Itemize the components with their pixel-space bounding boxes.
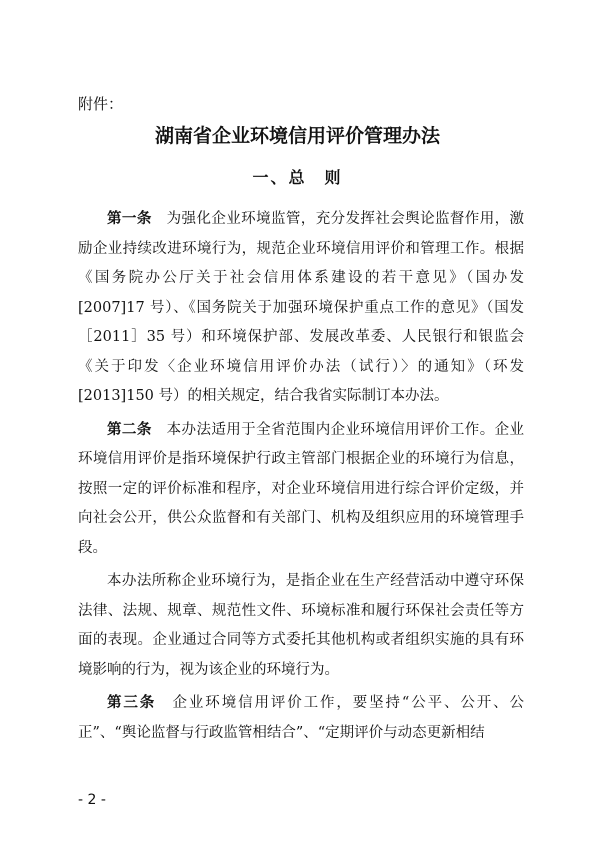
paragraph-article-1 [78,205,524,412]
article-label: 第三条 [107,695,157,711]
document-body [78,205,524,748]
section-heading: 一、总 则 [252,168,343,187]
paragraph-article-3 [78,689,524,748]
paragraph-article-2 [78,416,524,564]
paragraph-behavior-definition [78,567,524,685]
page-number: - 2 - [78,792,106,808]
article-label: 第一条 [107,211,152,227]
article-label: 第二条 [107,421,152,438]
paragraph-text: 为强化企业环境监管，充分发挥社会舆论监督作用，激励企业持续改进环境行为，规范企业环境信用评价和管理工作。根据《国务院办公厅关于社会信用体系建设的若干意见》（国办发[2007]17 号）、《国务院关于加强环境保护重点工作的意见》（国发［2011］35 号）和环境保护部、发展改革委、人民银行和银监会《关于印发〈企业环境信用评价办法（试行）〉的通知》（环发[2013]150 号）的相关规定，结合我省实际制订本办法。 [78,211,525,404]
attachment-label: 附件： [78,95,124,113]
paragraph-text: 本办法适用于全省范围内企业环境信用评价工作。企业环境信用评价是指环境保护行政主管部门根据企业的环境行为信息，按照一定的评价标准和程序，对企业环境信用进行综合评价定级，并向社会公开，供公众监督和有关部门、机构及组织应用的环境管理手段。 [78,421,525,556]
paragraph-text: 企业环境信用评价工作，要坚持“公平、公开、公正”、“舆论监督与行政监管相结合”、“定期评价与动态更新相结 [78,695,524,741]
paragraph-text: 本办法所称企业环境行为，是指企业在生产经营活动中遵守环保法律、法规、规章、规范性文件、环境标准和履行环保社会责任等方面的表现。企业通过合同等方式委托其他机构或者组织实施的具有环境影响的行为，视为该企业的环境行为。 [78,573,524,678]
document-title: 湖南省企业环境信用评价管理办法 [154,125,440,147]
